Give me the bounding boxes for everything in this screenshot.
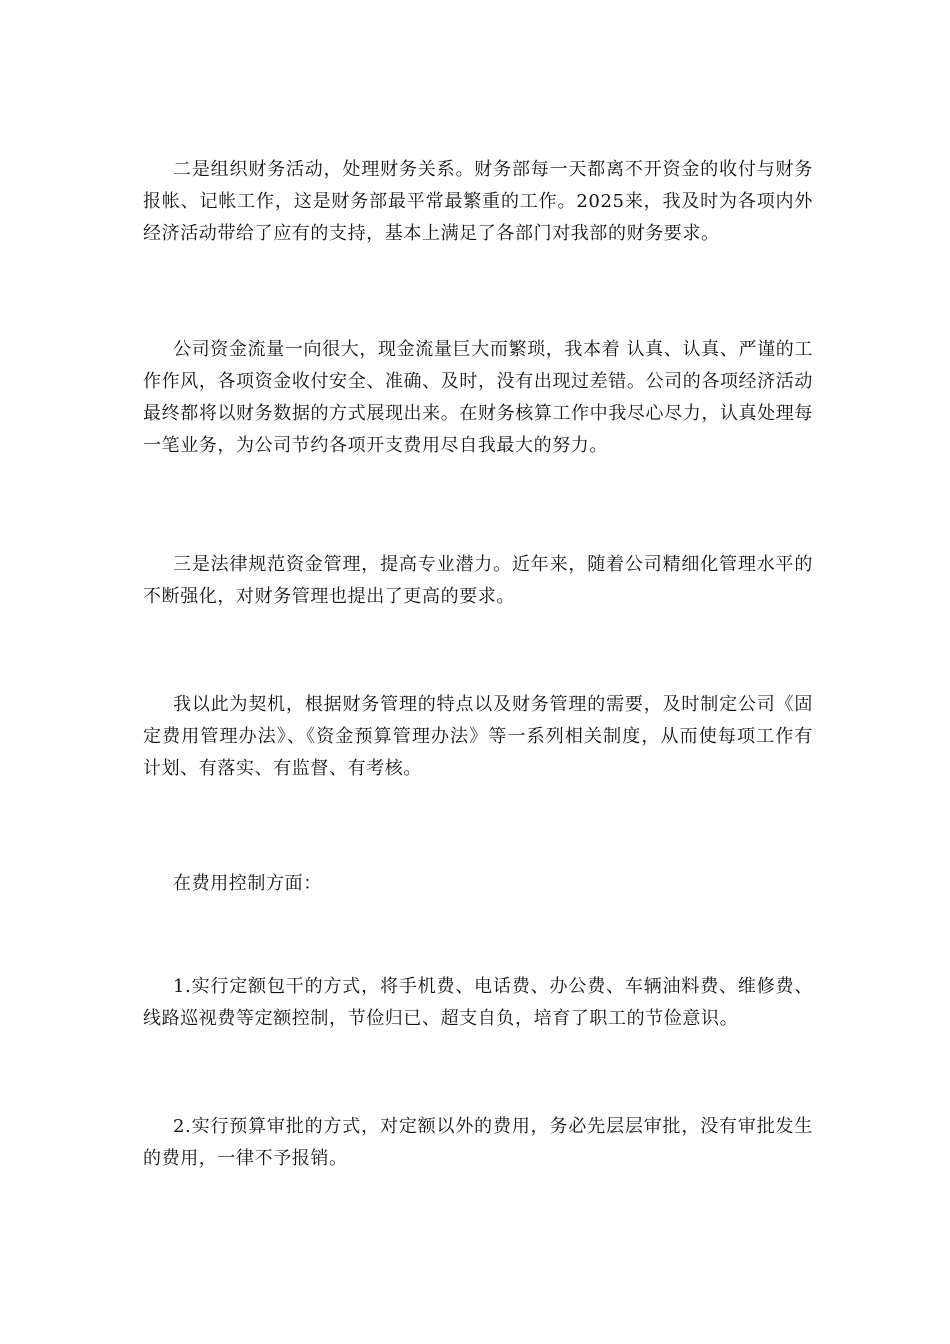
paragraph-financial-activities: 二是组织财务活动，处理财务关系。财务部每一天都离不开资金的收付与财务报帐、记帐工作，这是财务部最平常最繁重的工作。2025来，我及时为各项内外经济活动带给了应有的支持，基本上满足了各部门对我部的财务要求。: [143, 159, 813, 244]
paragraph-regulations: 我以此为契机，根据财务管理的特点以及财务管理的需要，及时制定公司《固定费用管理办法》、《资金预算管理办法》等一系列相关制度，从而使每项工作有计划、有落实、有监督、有考核。: [143, 694, 813, 779]
paragraph-item-1-quota: 1.实行定额包干的方式，将手机费、电话费、办公费、车辆油料费、维修费、线路巡视费等定额控制，节俭归已、超支自负，培育了职工的节俭意识。: [143, 976, 813, 1029]
paragraph-item-2-budget: 2.实行预算审批的方式，对定额以外的费用，务必先层层审批，没有审批发生的费用，一律不予报销。: [143, 1116, 813, 1169]
paragraph-cost-control-heading: 在费用控制方面：: [173, 873, 322, 894]
paragraph-fund-management: 三是法律规范资金管理，提高专业潜力。近年来，随着公司精细化管理水平的不断强化，对财务管理也提出了更高的要求。: [143, 554, 813, 607]
paragraph-cash-flow: 公司资金流量一向很大，现金流量巨大而繁琐，我本着 认真、认真、严谨的工作作风，各项资金收付安全、准确、及时，没有出现过差错。公司的各项经济活动最终都将以财务数据的方式展现出来。在财务核算工作中我尽心尽力，认真处理每一笔业务，为公司节约各项开支费用尽自我最大的努力。: [143, 339, 813, 456]
